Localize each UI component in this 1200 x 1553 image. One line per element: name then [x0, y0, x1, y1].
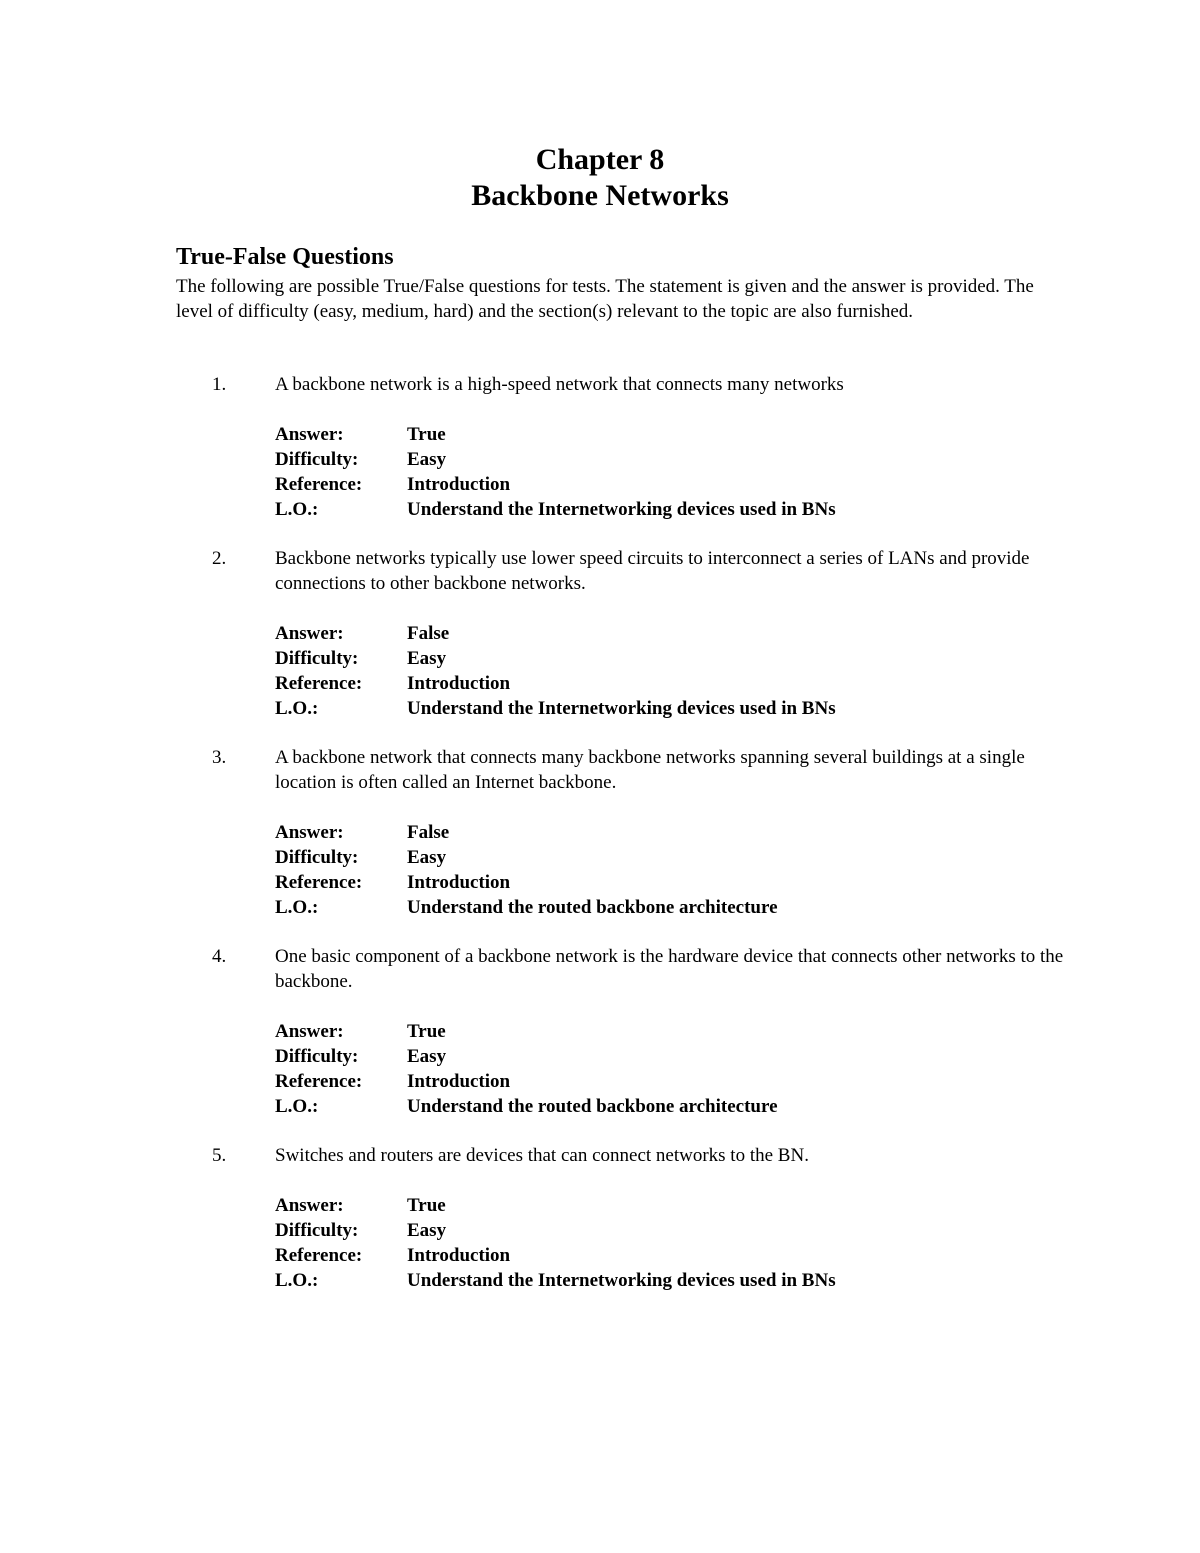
question-spacer — [0, 721, 1200, 745]
difficulty-row — [275, 845, 1200, 870]
answer-row — [275, 422, 1200, 447]
difficulty-label: Difficulty: — [275, 1046, 359, 1067]
lo-row — [275, 497, 1200, 522]
answer-value: False — [407, 623, 450, 644]
question-list — [0, 372, 1200, 1293]
lo-value: Understand the Internetworking devices used in BNs — [407, 1270, 836, 1291]
difficulty-row — [275, 1218, 1200, 1243]
question-spacer — [0, 1119, 1200, 1143]
lo-label: L.O.: — [275, 1270, 319, 1291]
lo-value: Understand the Internetworking devices used in BNs — [407, 499, 836, 520]
document-title — [0, 142, 1200, 214]
reference-value: Introduction — [407, 1071, 511, 1092]
question-metadata — [275, 621, 1200, 721]
answer-value: True — [407, 1195, 446, 1216]
section-intro: The following are possible True/False questions for tests. The statement is given and the answer is provided. The level of difficulty (easy, medium, hard) and the section(s) relevant to the topic are also furnished. — [176, 276, 1034, 322]
reference-value: Introduction — [407, 474, 511, 495]
answer-label: Answer: — [275, 424, 344, 445]
difficulty-row — [275, 447, 1200, 472]
difficulty-row — [275, 646, 1200, 671]
reference-row — [275, 1243, 1200, 1268]
lo-row — [275, 1094, 1200, 1119]
question-metadata — [275, 1019, 1200, 1119]
question-text: A backbone network is a high-speed network that connects many networks — [275, 374, 844, 395]
difficulty-label: Difficulty: — [275, 648, 359, 669]
difficulty-value: Easy — [407, 449, 447, 470]
question-metadata — [275, 820, 1200, 920]
reference-row — [275, 870, 1200, 895]
lo-label: L.O.: — [275, 1096, 319, 1117]
difficulty-label: Difficulty: — [275, 847, 359, 868]
question-number: 2. — [212, 548, 227, 569]
question-text: One basic component of a backbone network is the hardware device that connects other networks to the backbone. — [275, 946, 1064, 992]
answer-label: Answer: — [275, 623, 344, 644]
reference-row — [275, 472, 1200, 497]
lo-value: Understand the routed backbone architecture — [407, 897, 778, 918]
question-metadata — [275, 422, 1200, 522]
answer-value: True — [407, 1021, 446, 1042]
question-item — [0, 1143, 1200, 1293]
answer-row — [275, 621, 1200, 646]
reference-value: Introduction — [407, 673, 511, 694]
answer-label: Answer: — [275, 1021, 344, 1042]
chapter-title: Backbone Networks — [471, 179, 729, 212]
lo-value: Understand the routed backbone architecture — [407, 1096, 778, 1117]
reference-row — [275, 1069, 1200, 1094]
question-text: Switches and routers are devices that can connect networks to the BN. — [275, 1145, 809, 1166]
question-text: Backbone networks typically use lower speed circuits to interconnect a series of LANs and provide connections to other backbone networks. — [275, 548, 1030, 594]
difficulty-value: Easy — [407, 847, 447, 868]
lo-label: L.O.: — [275, 698, 319, 719]
lo-row — [275, 696, 1200, 721]
reference-label: Reference: — [275, 673, 363, 694]
question-text: A backbone network that connects many backbone networks spanning several buildings at a single location is often called an Internet backbone. — [275, 747, 1025, 793]
reference-label: Reference: — [275, 474, 363, 495]
lo-label: L.O.: — [275, 499, 319, 520]
answer-label: Answer: — [275, 822, 344, 843]
section-heading: True-False Questions — [176, 244, 394, 270]
lo-row — [275, 895, 1200, 920]
answer-row — [275, 1019, 1200, 1044]
difficulty-label: Difficulty: — [275, 449, 359, 470]
lo-row — [275, 1268, 1200, 1293]
question-item — [0, 372, 1200, 546]
answer-value: False — [407, 822, 450, 843]
question-item — [0, 944, 1200, 1143]
question-metadata — [275, 1193, 1200, 1293]
answer-row — [275, 820, 1200, 845]
difficulty-value: Easy — [407, 1046, 447, 1067]
answer-row — [275, 1193, 1200, 1218]
reference-row — [275, 671, 1200, 696]
lo-label: L.O.: — [275, 897, 319, 918]
reference-value: Introduction — [407, 872, 511, 893]
chapter-label: Chapter 8 — [535, 143, 665, 176]
difficulty-value: Easy — [407, 648, 447, 669]
question-number: 4. — [212, 946, 227, 967]
difficulty-label: Difficulty: — [275, 1220, 359, 1241]
question-number: 3. — [212, 747, 227, 768]
reference-value: Introduction — [407, 1245, 511, 1266]
question-number: 5. — [212, 1145, 227, 1166]
reference-label: Reference: — [275, 1245, 363, 1266]
question-item — [0, 546, 1200, 745]
question-spacer — [0, 920, 1200, 944]
reference-label: Reference: — [275, 1071, 363, 1092]
difficulty-value: Easy — [407, 1220, 447, 1241]
question-number: 1. — [212, 374, 227, 395]
answer-label: Answer: — [275, 1195, 344, 1216]
question-item — [0, 745, 1200, 944]
lo-value: Understand the Internetworking devices used in BNs — [407, 698, 836, 719]
answer-value: True — [407, 424, 446, 445]
reference-label: Reference: — [275, 872, 363, 893]
question-spacer — [0, 522, 1200, 546]
difficulty-row — [275, 1044, 1200, 1069]
